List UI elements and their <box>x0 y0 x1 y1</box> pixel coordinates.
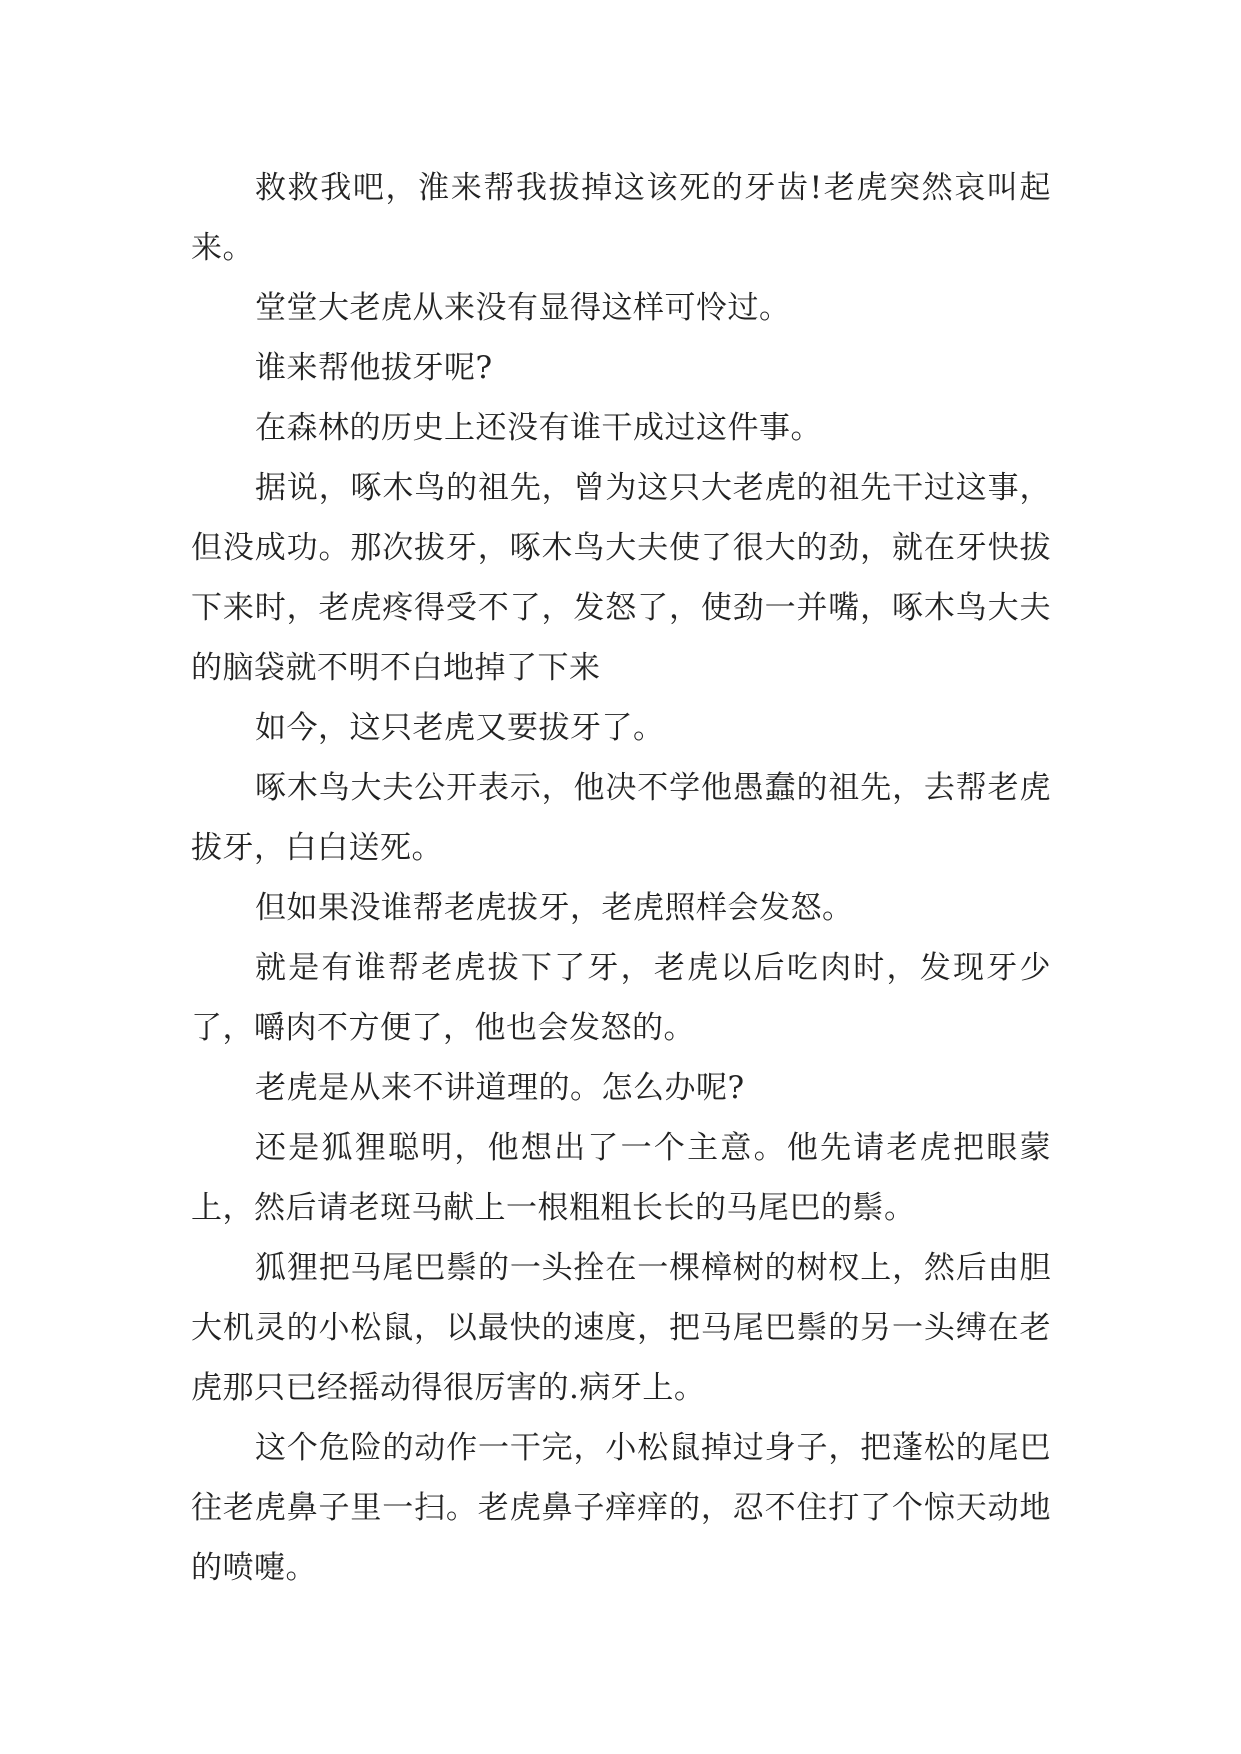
paragraph-12: 狐狸把马尾巴鬃的一头拴在一棵樟树的树杈上，然后由胆大机灵的小松鼠，以最快的速度，把马尾巴鬃的另一头缚在老虎那只已经摇动得很厉害的.病牙上。 <box>191 1250 1051 1406</box>
paragraph-2: 堂堂大老虎从来没有显得这样可怜过。 <box>255 290 791 326</box>
paragraph-6: 如今，这只老虎又要拔牙了。 <box>255 710 665 746</box>
paragraph-13: 这个危险的动作一干完，小松鼠掉过身子，把蓬松的尾巴往老虎鼻子里一扫。老虎鼻子痒痒的，忍不住打了个惊天动地的喷嚏。 <box>191 1430 1051 1586</box>
paragraph-5: 据说，啄木鸟的祖先，曾为这只大老虎的祖先干过这事，但没成功。那次拔牙，啄木鸟大夫使了很大的劲，就在牙快拔下来时，老虎疼得受不了，发怒了，使劲一并嘴，啄木鸟大夫的脑袋就不明不白地掉了下来 <box>191 470 1051 686</box>
paragraph-1: 救救我吧，淮来帮我拔掉这该死的牙齿!老虎突然哀叫起来。 <box>191 170 1051 266</box>
paragraph-11: 还是狐狸聪明，他想出了一个主意。他先请老虎把眼蒙上，然后请老斑马献上一根粗粗长长的马尾巴的鬃。 <box>191 1130 1051 1226</box>
paragraph-8: 但如果没谁帮老虎拔牙，老虎照样会发怒。 <box>255 890 854 926</box>
paragraph-9: 就是有谁帮老虎拔下了牙，老虎以后吃肉时，发现牙少了，嚼肉不方便了，他也会发怒的。 <box>191 950 1051 1046</box>
story-text <box>191 158 1051 1598</box>
paragraph-7: 啄木鸟大夫公开表示，他决不学他愚蠢的祖先，去帮老虎拔牙，白白送死。 <box>191 770 1051 866</box>
paragraph-3: 谁来帮他拔牙呢? <box>255 350 493 386</box>
paragraph-4: 在森林的历史上还没有谁干成过这件事。 <box>255 410 822 446</box>
paragraph-10: 老虎是从来不讲道理的。怎么办呢? <box>255 1070 745 1106</box>
